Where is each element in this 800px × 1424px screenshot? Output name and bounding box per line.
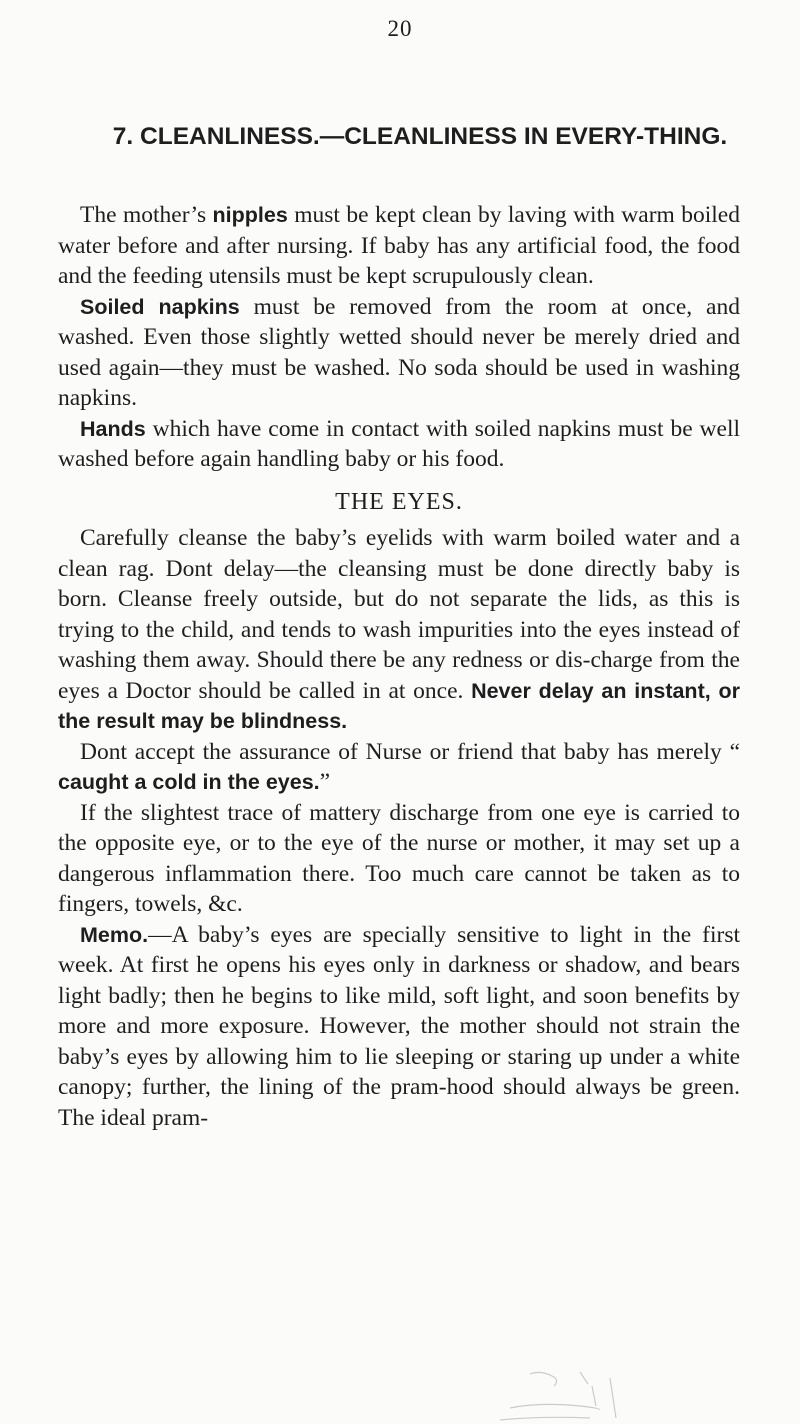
- paragraph-hands: [58, 414, 740, 475]
- text-run: must be kept clean by laving with warm boiled water before and after nursing. If baby has any artificial food, the food and the feeding utensils must be kept scrupulously clean.: [58, 202, 740, 289]
- body-text: [58, 200, 740, 1133]
- section-heading: 7. CLEANLINESS.—CLEANLINESS IN EVERY-THING.: [112, 123, 728, 150]
- paragraph-dont-accept: [58, 737, 740, 798]
- text-run: Dont accept the assurance of Nurse or friend that baby has merely “: [80, 738, 740, 765]
- paragraph-memo: [58, 920, 740, 1134]
- paragraph-cleanse-eyes: [58, 523, 740, 737]
- bold-term: Soiled napkins: [80, 294, 240, 319]
- bold-term: nipples: [212, 203, 288, 227]
- library-stamp-icon: [470, 1368, 740, 1424]
- bold-warning: Never delay an instant, or the result may be blindness.: [58, 678, 740, 733]
- bold-term: Hands: [80, 416, 146, 441]
- page-number: 20: [387, 16, 413, 41]
- paragraph-nipples: [58, 200, 740, 292]
- paragraph-mattery-discharge: If the slightest trace of mattery discharge from one eye is carried to the opposite eye, or to the eye of the nurse or mother, it may set up a dangerous inflammation there. Too much care cannot be taken as to fingers, towels, &c.: [58, 799, 740, 917]
- subheading-the-eyes: THE EYES.: [335, 488, 463, 515]
- bold-quote: caught a cold in the eyes.: [58, 770, 320, 794]
- bold-term: Memo.: [80, 922, 149, 947]
- text-run: which have come in contact with soiled napkins must be well washed before again handling baby or his food.: [58, 415, 740, 472]
- text-run: Carefully cleanse the baby’s eyelids with warm boiled water and a clean rag. Dont delay—the cleansing must be done directly baby is born. Cleanse freely outside, but do not separate the lids, as this is trying to the child, and tends to wash impurities into the eyes instead of washing them away. Should there be any redness or dis-charge from the eyes a Doctor should be called in at once.: [58, 525, 740, 704]
- text-run: must be removed from the room at once, and washed. Even those slightly wetted should never be merely dried and used again—they must be washed. No soda should be used in washing napkins.: [58, 293, 740, 411]
- paragraph-soiled-napkins: [58, 292, 740, 414]
- text-run: ”: [319, 769, 331, 795]
- text-run: —A baby’s eyes are specially sensitive to light in the first week. At first he opens his eyes only in darkness or shadow, and bears light badly; then he begins to like mild, soft light, and soon benefits by more and more exposure. However, the mother should not strain the baby’s eyes by allowing him to lie sleeping or staring up under a white canopy; further, the lining of the pram-hood should always be green. The ideal pram-: [58, 921, 740, 1131]
- text-run: The mother’s: [80, 202, 213, 228]
